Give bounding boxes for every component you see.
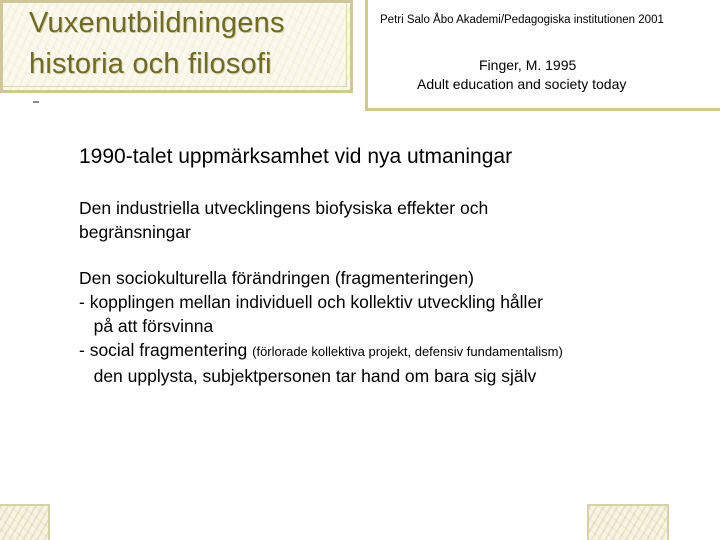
paragraph-biophysical — [79, 196, 488, 244]
title-box — [0, 0, 353, 93]
author-affiliation: Petri Salo Åbo Akademi/Pedagogiska institutionen 2001 — [380, 14, 664, 26]
decorative-tick — [33, 101, 39, 103]
paragraph-line: begränsningar — [79, 222, 191, 242]
paragraph-line — [79, 338, 563, 364]
reference-citation: Finger, M. 1995 — [479, 57, 577, 73]
decorative-corner-right — [587, 504, 669, 540]
content-heading: 1990-talet uppmärksamhet vid nya utmaningar — [79, 145, 513, 168]
paragraph-line: Den sociokulturella förändringen (fragmenteringen) — [79, 268, 474, 288]
reference-title: Adult education and society today — [417, 76, 627, 92]
slide-title-line-1: Vuxenutbildningens — [29, 7, 285, 39]
paragraph-line: den upplysta, subjektpersonen tar hand om bara sig själv — [79, 366, 537, 386]
paragraph-line-aside: (förlorade kollektiva projekt, defensiv fundamentalism) — [252, 344, 563, 359]
paragraph-line: Den industriella utvecklingens biofysiska effekter och — [79, 198, 489, 218]
paragraph-line: - kopplingen mellan individuell och kollektiv utveckling håller — [79, 292, 543, 312]
paragraph-line: på att försvinna — [79, 316, 214, 336]
paragraph-sociocultural — [79, 266, 563, 388]
decorative-corner-left — [0, 504, 50, 540]
slide-title-line-2: historia och filosofi — [29, 48, 272, 80]
paragraph-line-main: - social fragmentering — [79, 340, 253, 360]
